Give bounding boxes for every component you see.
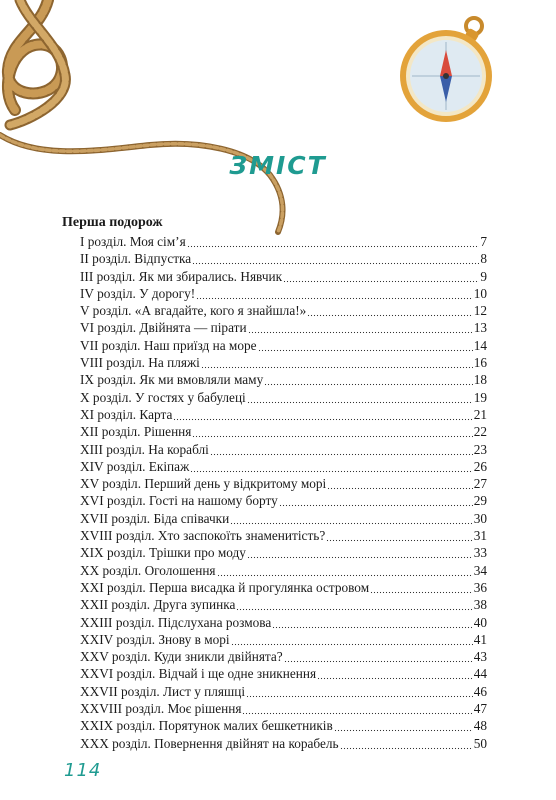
dot-leader — [279, 492, 473, 509]
dot-leader — [187, 233, 480, 250]
toc-entry-page: 27 — [473, 476, 487, 492]
toc-entry-page: 47 — [473, 701, 487, 717]
dot-leader — [236, 596, 472, 613]
dot-leader — [327, 475, 472, 492]
toc-entry-title: XIV розділ. Екіпаж — [80, 458, 190, 474]
toc-entry-page: 29 — [473, 493, 487, 509]
dot-leader — [192, 423, 472, 440]
dot-leader — [196, 285, 473, 302]
dot-leader — [258, 337, 473, 354]
toc-entry-title: XVI розділ. Гості на нашому борту — [80, 493, 278, 509]
toc-entry-title: XXVII розділ. Лист у пляшці — [80, 683, 246, 699]
toc-entry-page: 26 — [473, 458, 487, 474]
toc-entry — [80, 717, 487, 734]
dot-leader — [370, 579, 473, 596]
page-number: 114 — [64, 760, 102, 781]
toc-entry — [80, 544, 487, 561]
dot-leader — [190, 458, 472, 475]
dot-leader — [326, 527, 472, 544]
toc-entry — [80, 579, 487, 596]
dot-leader — [340, 735, 473, 752]
toc-entry-title: V розділ. «А вгадайте, кого я знайшла!» — [80, 303, 307, 319]
toc-entry-title: IX розділ. Як ми вмовляли маму — [80, 372, 264, 388]
toc-entry-title: XIX розділ. Трішки про моду — [80, 545, 246, 561]
toc-entry-page: 14 — [473, 337, 487, 353]
toc-entry-title: XXX розділ. Повернення двійнят на корабель — [80, 735, 339, 751]
toc-entry-page: 9 — [480, 268, 487, 284]
toc-entry-page: 8 — [480, 251, 487, 267]
toc-entry-title: XXIII розділ. Підслухана розмова — [80, 614, 272, 630]
toc-entry — [80, 562, 487, 579]
toc-entry-page: 43 — [473, 649, 487, 665]
toc-entry-page: 44 — [473, 666, 487, 682]
dot-leader — [201, 354, 473, 371]
toc-entry-page: 46 — [473, 683, 487, 699]
dot-leader — [247, 389, 473, 406]
toc-entry-page: 36 — [473, 579, 487, 595]
toc-entry-page: 13 — [473, 320, 487, 336]
toc-entry-title: XXI розділ. Перша висадка й прогулянка островом — [80, 579, 370, 595]
toc-entry — [80, 371, 487, 388]
toc-entry-title: VII розділ. Наш приїзд на море — [80, 337, 257, 353]
toc-entry — [80, 614, 487, 631]
rope-illustration — [0, 0, 300, 235]
toc-entry-page: 10 — [473, 285, 487, 301]
dot-leader — [231, 631, 473, 648]
dot-leader — [248, 319, 473, 336]
toc-entry — [80, 389, 487, 406]
dot-leader — [246, 683, 473, 700]
dot-leader — [210, 441, 473, 458]
toc-entry-page: 23 — [473, 441, 487, 457]
toc-entry-page: 22 — [473, 424, 487, 440]
toc-entry-page: 12 — [473, 303, 487, 319]
toc-entry-title: XXVIII розділ. Моє рішення — [80, 701, 242, 717]
toc-entry-title: ІІ розділ. Відпустка — [80, 251, 192, 267]
table-of-contents — [80, 233, 487, 752]
toc-entry-title: XXII розділ. Друга зупинка — [80, 597, 236, 613]
toc-entry — [80, 354, 487, 371]
dot-leader — [247, 544, 473, 561]
toc-entry — [80, 475, 487, 492]
toc-entry-title: XV розділ. Перший день у відкритому морі — [80, 476, 327, 492]
toc-entry — [80, 596, 487, 613]
dot-leader — [334, 717, 473, 734]
toc-entry — [80, 250, 487, 267]
toc-entry-page: 48 — [473, 718, 487, 734]
toc-entry — [80, 285, 487, 302]
toc-entry-page: 50 — [473, 735, 487, 751]
page-title: ЗМІСТ — [229, 151, 327, 180]
toc-entry-page: 30 — [473, 510, 487, 526]
toc-entry-title: IV розділ. У дорогу! — [80, 285, 196, 301]
toc-entry — [80, 268, 487, 285]
dot-leader — [264, 371, 472, 388]
toc-entry — [80, 665, 487, 682]
toc-entry — [80, 510, 487, 527]
toc-entry — [80, 302, 487, 319]
toc-entry-page: 31 — [473, 528, 487, 544]
toc-entry-title: XXV розділ. Куди зникли двійнята? — [80, 649, 283, 665]
toc-entry — [80, 735, 487, 752]
dot-leader — [284, 648, 473, 665]
toc-entry-page: 16 — [473, 355, 487, 371]
toc-entry-title: XX розділ. Оголошення — [80, 562, 216, 578]
toc-entry-page: 21 — [473, 406, 487, 422]
toc-entry-title: XXIX розділ. Порятунок малих бешкетників — [80, 718, 333, 734]
toc-entry-page: 41 — [473, 631, 487, 647]
toc-entry-title: VIII розділ. На пляжі — [80, 355, 200, 371]
toc-entry — [80, 527, 487, 544]
toc-entry-page: 38 — [473, 597, 487, 613]
dot-leader — [217, 562, 473, 579]
toc-entry-title: VI розділ. Двійнята — пірати — [80, 320, 247, 336]
compass-icon — [396, 14, 496, 129]
dot-leader — [317, 665, 473, 682]
toc-entry-page: 18 — [473, 372, 487, 388]
toc-entry — [80, 458, 487, 475]
dot-leader — [230, 510, 472, 527]
toc-entry-title: X розділ. У гостях у бабулеці — [80, 389, 246, 405]
toc-entry-title: XXIV розділ. Знову в морі — [80, 631, 230, 647]
toc-entry-title: XVIII розділ. Хто заспокоїть знаменитість? — [80, 528, 326, 544]
section-title: Перша подорож — [62, 215, 163, 230]
toc-entry-title: XI розділ. Карта — [80, 406, 173, 422]
toc-entry-page: 33 — [473, 545, 487, 561]
toc-entry — [80, 441, 487, 458]
dot-leader — [307, 302, 472, 319]
toc-entry — [80, 319, 487, 336]
toc-entry — [80, 233, 487, 250]
toc-entry — [80, 423, 487, 440]
toc-entry-page: 7 — [480, 234, 487, 249]
toc-entry — [80, 337, 487, 354]
dot-leader — [242, 700, 472, 717]
dot-leader — [283, 268, 479, 285]
toc-entry — [80, 683, 487, 700]
dot-leader — [272, 614, 472, 631]
toc-entry-title: XXVI розділ. Відчай і ще одне зникнення — [80, 666, 317, 682]
toc-entry-title: XVII розділ. Біда співачки — [80, 510, 230, 526]
toc-entry-title: XIII розділ. На кораблі — [80, 441, 209, 457]
toc-entry-page: 34 — [473, 562, 487, 578]
toc-entry — [80, 700, 487, 717]
toc-entry-title: XII розділ. Рішення — [80, 424, 192, 440]
toc-entry-page: 19 — [473, 389, 487, 405]
dot-leader — [173, 406, 472, 423]
toc-entry-title: ІІІ розділ. Як ми збирались. Нявчик — [80, 268, 283, 284]
dot-leader — [192, 250, 479, 267]
toc-entry — [80, 406, 487, 423]
toc-entry-title: І розділ. Моя сім’я — [80, 234, 186, 249]
toc-entry — [80, 648, 487, 665]
toc-entry — [80, 631, 487, 648]
toc-entry — [80, 492, 487, 509]
toc-entry-page: 40 — [473, 614, 487, 630]
